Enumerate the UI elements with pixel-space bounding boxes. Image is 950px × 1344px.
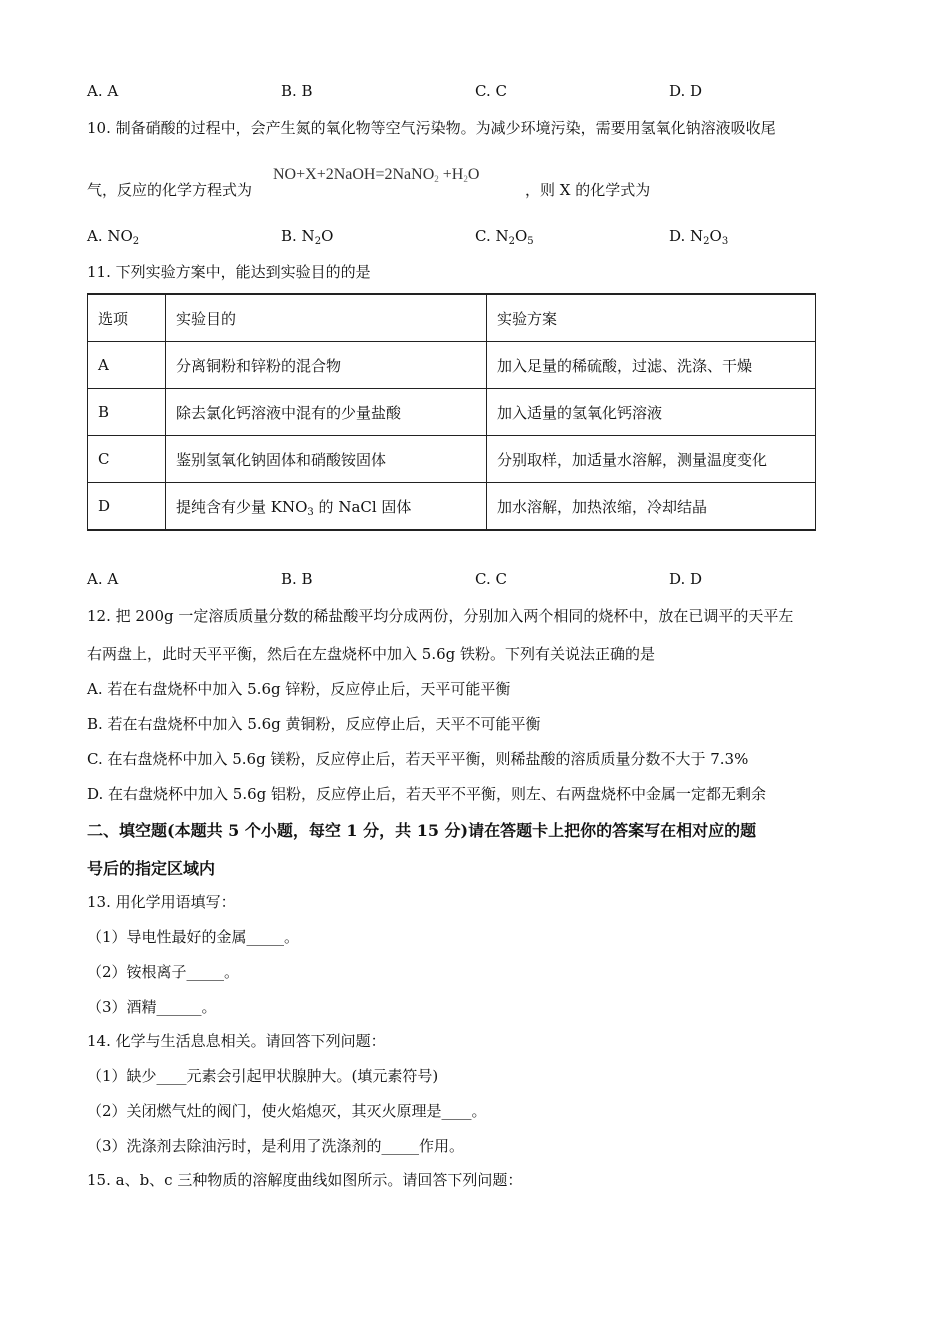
header-goal: 实验目的 — [166, 294, 487, 342]
table-row — [88, 389, 816, 436]
row-option: B — [88, 389, 166, 436]
q12-option-a: A. 若在右盘烧杯中加入 5.6g 锌粉，反应停止后，天平可能平衡 — [87, 680, 511, 698]
table-row — [88, 342, 816, 389]
row-option: C — [88, 436, 166, 483]
q15-stem: 15. a、b、c 三种物质的溶解度曲线如图所示。请回答下列问题： — [87, 1171, 523, 1189]
q11-option-a: A. A — [87, 570, 119, 588]
row-option: D — [88, 483, 166, 531]
q10-option-d: D. $N_2O_3$ — [669, 227, 729, 247]
row-option: A — [88, 342, 166, 389]
q10-stem-line2-post: ，则 X 的化学式为 — [525, 181, 651, 199]
section2-heading-line2: 号后的指定区域内 — [87, 859, 216, 878]
q9-option-a: A. A — [87, 82, 119, 100]
q12-option-b: B. 若在右盘烧杯中加入 5.6g 黄铜粉，反应停止后，天平不可能平衡 — [87, 715, 541, 733]
q9-option-b: B. B — [281, 82, 313, 100]
q14-item-2: （2）关闭燃气灶的阀门，使火焰熄灭，其灭火原理是____。 — [87, 1102, 487, 1120]
q10-equation: NO+X+2NaOH=2NaNO$_2$ $+H_2O$ — [273, 166, 480, 184]
q10-stem-line1: 10. 制备硝酸的过程中，会产生氮的氧化物等空气污染物。为减少环境污染，需要用氢氧化钠溶液吸收尾 — [87, 119, 776, 137]
q11-experiment-table — [87, 293, 816, 531]
row-plan: 分别取样，加适量水溶解，测量温度变化 — [487, 436, 816, 483]
row-goal: 鉴别氢氧化钠固体和硝酸铵固体 — [166, 436, 487, 483]
q12-stem-line1: 12. 把 200g 一定溶质质量分数的稀盐酸平均分成两份，分别加入两个相同的烧杯中，放在已调平的天平左 — [87, 607, 794, 625]
row-goal: 提纯含有少量 $KNO_3$ 的 NaCl 固体 — [166, 483, 487, 531]
row-plan: 加水溶解，加热浓缩，冷却结晶 — [487, 483, 816, 531]
q9-option-d: D. D — [669, 82, 703, 100]
header-plan: 实验方案 — [487, 294, 816, 342]
section2-heading-line1: 二、填空题(本题共 5 个小题，每空 1 分，共 15 分)请在答题卡上把你的答案写在相对应的题 — [87, 821, 757, 840]
q10-option-b: B. $N_2O$ — [281, 227, 334, 247]
q9-option-c: C. C — [475, 82, 507, 100]
q10-option-c: C. $N_2O_5$ — [475, 227, 534, 247]
q14-stem: 14. 化学与生活息息相关。请回答下列问题： — [87, 1032, 386, 1050]
table-row — [88, 483, 816, 531]
row-goal: 分离铜粉和锌粉的混合物 — [166, 342, 487, 389]
header-option: 选项 — [88, 294, 166, 342]
q14-item-3: （3）洗涤剂去除油污时，是利用了洗涤剂的_____作用。 — [87, 1137, 465, 1155]
q13-item-2: （2）铵根离子_____。 — [87, 963, 240, 981]
q12-stem-line2: 右两盘上，此时天平平衡，然后在左盘烧杯中加入 5.6g 铁粉。下列有关说法正确的是 — [87, 645, 655, 663]
table-header-row — [88, 294, 816, 342]
q12-option-d: D. 在右盘烧杯中加入 5.6g 铝粉，反应停止后，若天平不平衡，则左、右两盘烧杯中金属一定都无剩余 — [87, 785, 767, 803]
q11-stem: 11. 下列实验方案中，能达到实验目的的是 — [87, 263, 371, 281]
row-plan: 加入适量的氢氧化钙溶液 — [487, 389, 816, 436]
q13-item-1: （1）导电性最好的金属_____。 — [87, 928, 300, 946]
q10-stem-line2-pre: 气，反应的化学方程式为 — [87, 181, 253, 199]
row-goal: 除去氯化钙溶液中混有的少量盐酸 — [166, 389, 487, 436]
row-plan: 加入足量的稀硫酸，过滤、洗涤、干燥 — [487, 342, 816, 389]
q13-stem: 13. 用化学用语填写： — [87, 893, 236, 911]
q10-option-a: A. $NO_2$ — [87, 227, 140, 247]
q13-item-3: （3）酒精______。 — [87, 998, 217, 1016]
q12-option-c: C. 在右盘烧杯中加入 5.6g 镁粉，反应停止后，若天平平衡，则稀盐酸的溶质质量分数不大于 7.3% — [87, 750, 749, 768]
q11-option-d: D. D — [669, 570, 703, 588]
table-row — [88, 436, 816, 483]
q14-item-1: （1）缺少____元素会引起甲状腺肿大。(填元素符号) — [87, 1067, 439, 1085]
q11-option-b: B. B — [281, 570, 313, 588]
q11-option-c: C. C — [475, 570, 507, 588]
